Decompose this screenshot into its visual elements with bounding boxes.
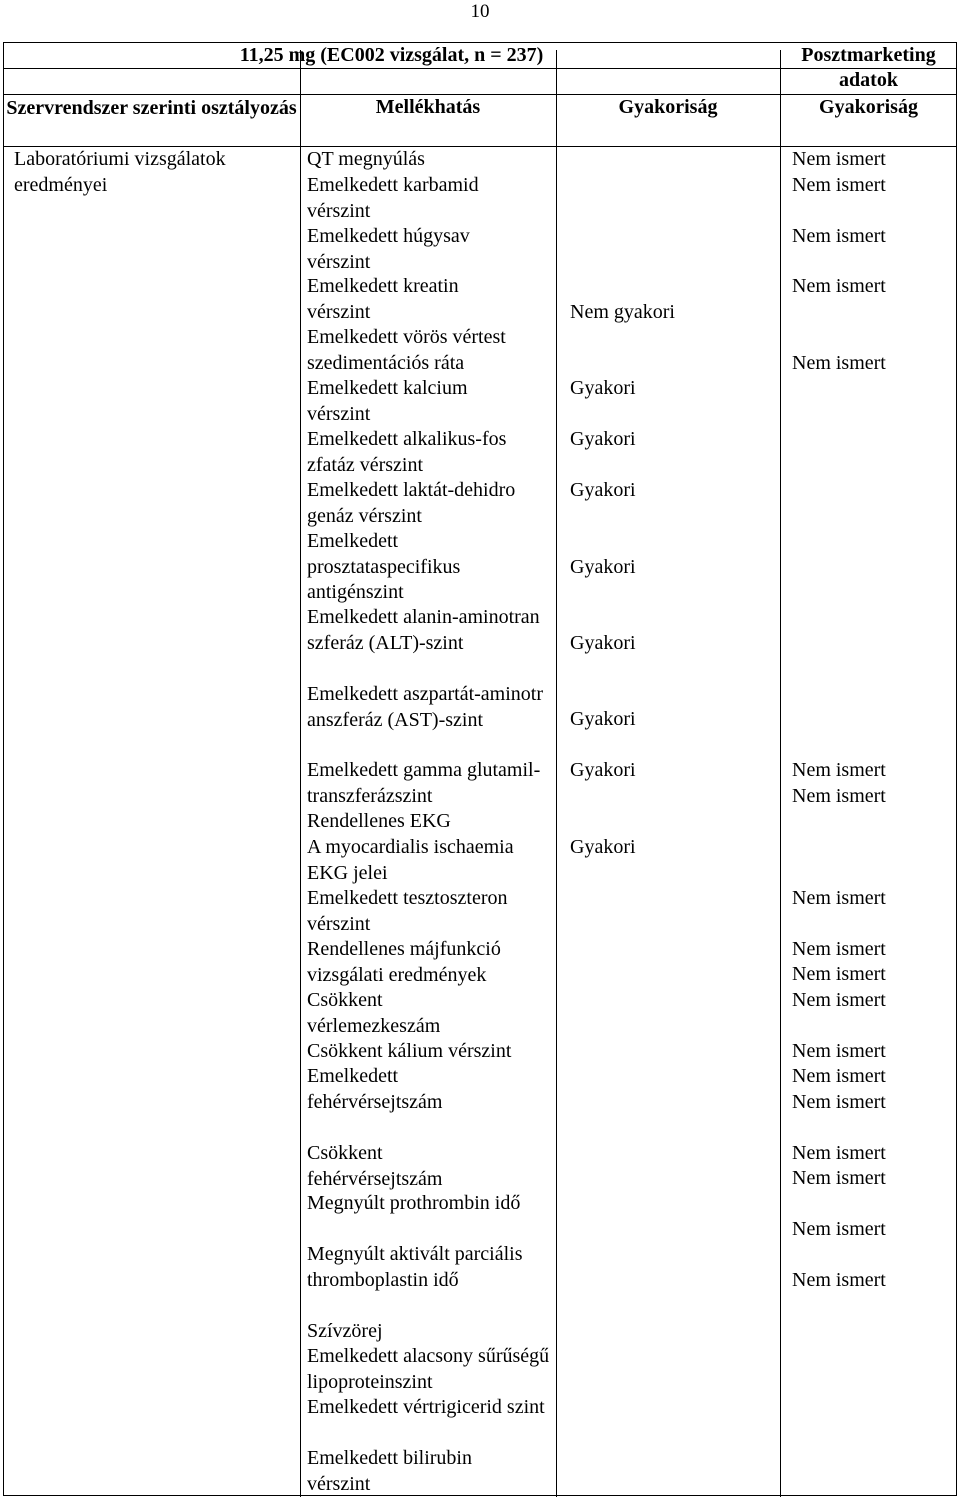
- effect-calcium: Emelkedett kalcium vérszint: [307, 377, 468, 425]
- study-title: 11,25 mg (EC002 vizsgálat, n = 237): [239, 44, 544, 66]
- effect-prothrombin: Megnyúlt prothrombin idő: [307, 1192, 521, 1214]
- effect-platelets: Csökkent vérlemezkeszám: [307, 989, 441, 1037]
- effect-abnormal-ecg: Rendellenes EKG: [307, 810, 451, 832]
- organ-class-header: Szervrendszer szerinti osztályozás: [6, 97, 297, 119]
- effect-qt: QT megnyúlás: [307, 148, 425, 170]
- effect-wbc-increased: Emelkedett fehérvérsejtszám: [307, 1065, 443, 1113]
- frequency-value: Gyakori: [570, 428, 636, 450]
- postmarketing-frequency-header: Gyakoriság: [819, 96, 918, 118]
- effect-ast: Emelkedett aszpartát-aminotranszferáz (AST)-szint: [307, 683, 544, 731]
- postmarketing-value: Nem ismert: [792, 938, 886, 960]
- organ-class: Laboratóriumi vizsgálatok eredményei: [14, 148, 226, 196]
- postmarketing-value: Nem ismert: [792, 1142, 886, 1164]
- effect-esr: Emelkedett vörös vértest szedimentációs ráta: [307, 326, 506, 374]
- postmarketing-value: Nem ismert: [792, 785, 886, 807]
- effect-potassium: Csökkent kálium vérszint: [307, 1040, 512, 1062]
- column-divider-1: [300, 50, 301, 1497]
- frequency-value: Nem gyakori: [570, 301, 675, 323]
- column-divider-2: [556, 50, 557, 1497]
- postmarketing-value: Nem ismert: [792, 174, 886, 196]
- effect-wbc-decreased: Csökkent fehérvérsejtszám: [307, 1142, 443, 1190]
- effect-heart-murmur: Szívzörej: [307, 1320, 383, 1342]
- postmarketing-value: Nem ismert: [792, 1040, 886, 1062]
- effect-uric-acid: Emelkedett húgysav vérszint: [307, 225, 470, 273]
- postmarketing-value: Nem ismert: [792, 1269, 886, 1291]
- frequency-value: Gyakori: [570, 479, 636, 501]
- effect-alp: Emelkedett alkalikus-foszfatáz vérszint: [307, 428, 507, 476]
- column-divider-3: [780, 50, 781, 1497]
- postmarketing-value: Nem ismert: [792, 352, 886, 374]
- effect-ldl: Emelkedett alacsony sűrűségű lipoproteinszint: [307, 1345, 550, 1393]
- effect-ldh: Emelkedett laktát-dehidrogenáz vérszint: [307, 479, 516, 527]
- adverse-effect-header: Mellékhatás: [375, 96, 481, 118]
- effect-liver-function: Rendellenes májfunkció vizsgálati eredmények: [307, 938, 501, 986]
- postmarketing-value: Nem ismert: [792, 1065, 886, 1087]
- effect-alt: Emelkedett alanin-aminotranszferáz (ALT)-szint: [307, 606, 540, 654]
- postmarketing-value: Nem ismert: [792, 148, 886, 170]
- postmarketing-value: Nem ismert: [792, 989, 886, 1011]
- postmarketing-value: Nem ismert: [792, 963, 886, 985]
- effect-ischaemia-ecg: A myocardialis ischaemia EKG jelei: [307, 836, 514, 884]
- postmarketing-value: Nem ismert: [792, 759, 886, 781]
- effect-ggt: Emelkedett gamma glutamil-transzferázszint: [307, 759, 541, 807]
- postmarketing-value: Nem ismert: [792, 1218, 886, 1240]
- postmarketing-title: Posztmarketing adatok: [801, 44, 936, 91]
- postmarketing-value: Nem ismert: [792, 1167, 886, 1189]
- postmarketing-value: Nem ismert: [792, 887, 886, 909]
- effect-urea: Emelkedett karbamid vérszint: [307, 174, 479, 222]
- effect-triglyceride: Emelkedett vértrigicerid szint: [307, 1396, 545, 1418]
- effect-bilirubin: Emelkedett bilirubin vérszint: [307, 1447, 472, 1495]
- frequency-value: Gyakori: [570, 836, 636, 858]
- frequency-value: Gyakori: [570, 759, 636, 781]
- page-number: 10: [470, 1, 490, 22]
- effect-creatine: Emelkedett kreatin vérszint: [307, 275, 459, 323]
- frequency-value: Gyakori: [570, 632, 636, 654]
- effect-psa: Emelkedett prosztataspecifikus antigénszint: [307, 530, 461, 603]
- effect-aptt: Megnyúlt aktivált parciális thromboplastin idő: [307, 1243, 523, 1291]
- frequency-value: Gyakori: [570, 377, 636, 399]
- frequency-value: Gyakori: [570, 556, 636, 578]
- postmarketing-value: Nem ismert: [792, 1091, 886, 1113]
- postmarketing-value: Nem ismert: [792, 225, 886, 247]
- frequency-value: Gyakori: [570, 708, 636, 730]
- postmarketing-value: Nem ismert: [792, 275, 886, 297]
- effect-testosterone: Emelkedett tesztoszteron vérszint: [307, 887, 508, 935]
- frequency-header: Gyakoriság: [618, 96, 718, 118]
